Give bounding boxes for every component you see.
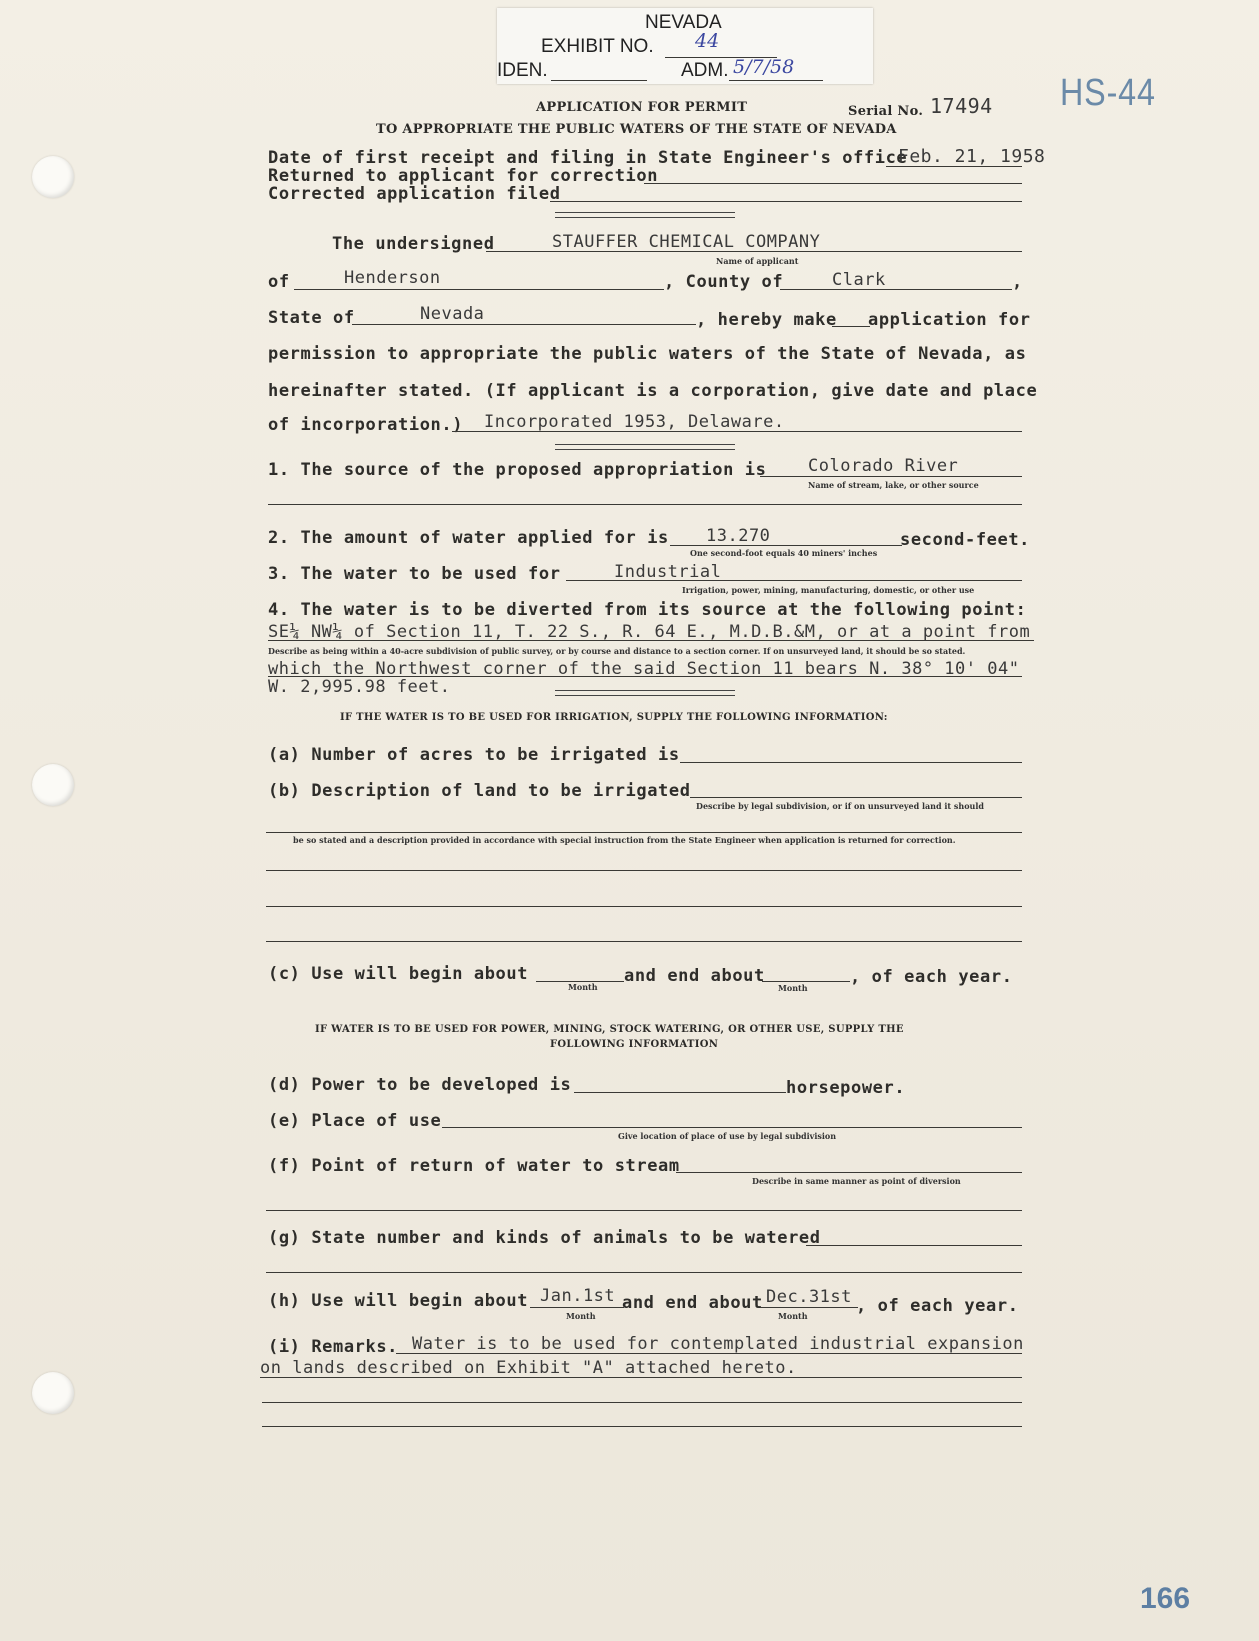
adm-date: 5/7/58 — [733, 56, 795, 78]
irr-end-label: and end about — [624, 966, 765, 986]
use-value: Industrial — [614, 562, 722, 582]
place-caption: Give location of place of use by legal subdivision — [618, 1131, 837, 1141]
land-caption-2: be so stated and a description provided in accordance with special instruction from the State Engineer when application is returned for correction. — [293, 835, 956, 845]
use-end-label: and end about — [622, 1293, 763, 1313]
return-caption: Describe in same manner as point of diversion — [752, 1176, 961, 1186]
exhibit-label: EXHIBIT NO. — [541, 36, 654, 57]
diversion-line3: W. 2,995.98 feet. — [268, 677, 451, 697]
remarks-label: (i) Remarks. — [268, 1337, 399, 1357]
irr-begin-label: (c) Use will begin about — [268, 964, 529, 984]
irr-begin-month-caption: Month — [568, 982, 598, 992]
exhibit-number: 44 — [695, 30, 720, 52]
application-for: application for — [868, 310, 1031, 330]
source-label: 1. The source of the proposed appropriation is — [268, 460, 767, 480]
land-description-label: (b) Description of land to be irrigated — [268, 781, 691, 801]
applicant-name: STAUFFER CHEMICAL COMPANY — [552, 232, 821, 252]
county-value: Clark — [832, 270, 886, 290]
horsepower-label: horsepower. — [786, 1078, 906, 1098]
exhibit-sticker — [497, 8, 873, 84]
irr-end-month-caption: Month — [778, 983, 808, 993]
irr-each-year-label: , of each year. — [850, 967, 1013, 987]
state-value: Nevada — [420, 304, 485, 324]
punch-hole — [32, 764, 74, 806]
iden-label: IDEN. — [497, 60, 548, 81]
undersigned-label: The undersigned — [332, 234, 495, 254]
diversion-caption: Describe as being within a 40-acre subdivision of public survey, or by course and distance to a section corner. If on unsurveyed land, it should be so stated. — [268, 646, 966, 656]
use-each-year-label: , of each year. — [856, 1296, 1019, 1316]
use-caption: Irrigation, power, mining, manufacturing, domestic, or other use — [682, 585, 975, 595]
other-use-heading: IF WATER IS TO BE USED FOR POWER, MINING, STOCK WATERING, OR OTHER USE, SUPPLY THE — [315, 1024, 904, 1035]
remarks-line1: Water is to be used for contemplated industrial expansion — [412, 1334, 1024, 1354]
incorp-label: of incorporation.) — [268, 415, 464, 435]
animals-label: (g) State number and kinds of animals to be watered — [268, 1228, 821, 1248]
other-use-heading-2: FOLLOWING INFORMATION — [550, 1039, 719, 1050]
para-line2: hereinafter stated. (If applicant is a corporation, give date and place — [268, 381, 1038, 401]
land-caption-1: Describe by legal subdivision, or if on unsurveyed land it should — [696, 801, 984, 811]
use-begin-month-caption: Month — [566, 1311, 596, 1321]
incorporation-value: Incorporated 1953, Delaware. — [484, 412, 785, 432]
diversion-line1: SE¼ NW¼ of Section 11, T. 22 S., R. 64 E., M.D.B.&M, or at a point from — [268, 622, 1031, 642]
exhibit-state: NEVADA — [645, 12, 722, 33]
amount-unit: second-feet. — [900, 530, 1031, 550]
county-label: , County of — [664, 272, 784, 292]
diversion-label: 4. The water is to be diverted from its source at the following point: — [268, 600, 1027, 620]
source-caption: Name of stream, lake, or other source — [808, 480, 979, 490]
serial-label: Serial No. — [848, 104, 924, 119]
power-label: (d) Power to be developed is — [268, 1075, 572, 1095]
page-number-stamp: 166 — [1140, 1582, 1191, 1615]
form-subtitle: TO APPROPRIATE THE PUBLIC WATERS OF THE STATE OF NEVADA — [376, 122, 897, 137]
diversion-line2: which the Northwest corner of the said Section 11 bears N. 38° 10' 04" — [268, 659, 1020, 679]
irrigation-heading: IF THE WATER IS TO BE USED FOR IRRIGATION, SUPPLY THE FOLLOWING INFORMATION: — [340, 712, 888, 723]
use-end-month-caption: Month — [778, 1311, 808, 1321]
use-begin-value: Jan.1st — [540, 1286, 616, 1306]
para-line1: permission to appropriate the public waters of the State of Nevada, as — [268, 344, 1027, 364]
serial-number: 17494 — [930, 94, 993, 118]
of-label: of — [268, 272, 290, 292]
amount-value: 13.270 — [706, 526, 771, 546]
county-comma: , — [1012, 272, 1023, 292]
source-value: Colorado River — [808, 456, 959, 476]
use-end-value: Dec.31st — [766, 1287, 852, 1307]
receipt-date: Feb. 21, 1958 — [898, 146, 1046, 167]
place-of-use-label: (e) Place of use — [268, 1111, 442, 1131]
use-label: 3. The water to be used for — [268, 564, 561, 584]
name-caption: Name of applicant — [716, 256, 799, 266]
corrected-label: Corrected application filed — [268, 184, 561, 204]
return-point-label: (f) Point of return of water to stream — [268, 1156, 680, 1176]
acres-label: (a) Number of acres to be irrigated is — [268, 745, 680, 765]
city-value: Henderson — [344, 268, 441, 288]
returned-label: Returned to applicant for correction — [268, 166, 659, 186]
receipt-label: Date of first receipt and filing in State Engineer's office — [268, 148, 908, 168]
amount-caption: One second-foot equals 40 miners' inches — [690, 548, 878, 558]
punch-hole — [32, 156, 74, 198]
punch-hole — [32, 1372, 74, 1414]
remarks-line2: on lands described on Exhibit "A" attached hereto. — [260, 1358, 797, 1378]
hs-stamp: HS-44 — [1060, 72, 1156, 114]
hereby-label: , hereby make — [696, 310, 837, 330]
use-begin-label: (h) Use will begin about — [268, 1291, 529, 1311]
form-title: APPLICATION FOR PERMIT — [536, 100, 748, 115]
state-label: State of — [268, 308, 355, 328]
amount-label: 2. The amount of water applied for is — [268, 528, 669, 548]
adm-label: ADM. — [681, 60, 729, 81]
